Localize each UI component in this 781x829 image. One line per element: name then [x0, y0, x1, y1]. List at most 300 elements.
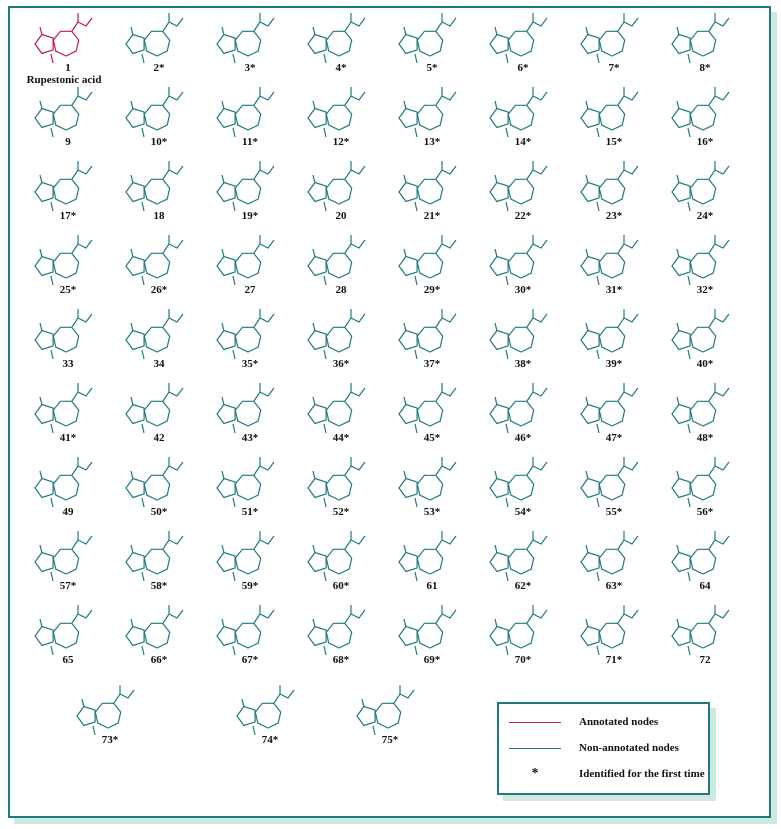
- side-chain-35: [254, 314, 274, 327]
- cycloheptane-ring-63: [599, 549, 624, 574]
- methyl-70: [506, 646, 508, 655]
- side-chain-39: [618, 314, 638, 327]
- cycloheptane-ring-57: [53, 549, 78, 574]
- legend-non-annotated-label: Non-annotated nodes: [579, 742, 679, 754]
- side-chain-59: [254, 536, 274, 549]
- methyl-65: [51, 646, 53, 655]
- methyl-top-6: [495, 27, 497, 35]
- cyclopentane-ring-61: [399, 553, 417, 572]
- side-chain-41: [72, 388, 92, 401]
- compound-17: [35, 161, 92, 222]
- cyclopentane-ring-2: [126, 35, 144, 54]
- cyclopentane-ring-13: [399, 109, 417, 128]
- methyl-17: [51, 202, 53, 211]
- legend-non-annotated: [509, 742, 679, 754]
- cyclopentane-ring-67: [217, 627, 235, 646]
- compound-38: [490, 309, 547, 370]
- methyl-45: [415, 424, 417, 433]
- cyclopentane-ring-9: [35, 109, 53, 128]
- compound-grid: [8, 6, 771, 818]
- compound-label-15: 15*: [605, 136, 623, 148]
- compound-label-1: 1: [65, 62, 71, 74]
- side-chain-12: [345, 92, 365, 105]
- compound-label-53: 53*: [423, 506, 441, 518]
- compound-48: [672, 383, 729, 444]
- compound-label-71: 71*: [605, 654, 623, 666]
- cycloheptane-ring-1: [53, 31, 78, 56]
- compound-52: [308, 457, 365, 518]
- cyclopentane-ring-60: [308, 553, 326, 572]
- methyl-top-34: [131, 323, 133, 331]
- methyl-40: [688, 350, 690, 359]
- side-chain-34: [163, 314, 183, 327]
- cycloheptane-ring-75: [375, 703, 400, 728]
- compound-label-68: 68*: [332, 654, 350, 666]
- cycloheptane-ring-16: [690, 105, 715, 130]
- methyl-32: [688, 276, 690, 285]
- cyclopentane-ring-31: [581, 257, 599, 276]
- compound-label-55: 55*: [605, 506, 623, 518]
- methyl-top-8: [677, 27, 679, 35]
- compound-7: [581, 13, 638, 74]
- side-chain-62: [527, 536, 547, 549]
- methyl-63: [597, 572, 599, 581]
- compound-9: [35, 87, 92, 148]
- methyl-top-69: [404, 619, 406, 627]
- methyl-top-2: [131, 27, 133, 35]
- methyl-top-48: [677, 397, 679, 405]
- cycloheptane-ring-30: [508, 253, 533, 278]
- compound-label-5: 5*: [426, 62, 438, 74]
- side-chain-48: [709, 388, 729, 401]
- side-chain-5: [436, 18, 456, 31]
- methyl-14: [506, 128, 508, 137]
- compound-label-59: 59*: [241, 580, 259, 592]
- methyl-top-28: [313, 249, 315, 257]
- methyl-top-7: [586, 27, 588, 35]
- cyclopentane-ring-56: [672, 479, 690, 498]
- side-chain-4: [345, 18, 365, 31]
- methyl-52: [324, 498, 326, 507]
- cyclopentane-ring-38: [490, 331, 508, 350]
- cycloheptane-ring-4: [326, 31, 351, 56]
- cycloheptane-ring-54: [508, 475, 533, 500]
- cyclopentane-ring-24: [672, 183, 690, 202]
- compound-37: [399, 309, 456, 370]
- methyl-top-57: [40, 545, 42, 553]
- cycloheptane-ring-68: [326, 623, 351, 648]
- cyclopentane-ring-63: [581, 553, 599, 572]
- side-chain-13: [436, 92, 456, 105]
- cyclopentane-ring-45: [399, 405, 417, 424]
- compound-label-4: 4*: [335, 62, 347, 74]
- methyl-top-9: [40, 101, 42, 109]
- cyclopentane-ring-53: [399, 479, 417, 498]
- compound-label-19: 19*: [241, 210, 259, 222]
- methyl-top-12: [313, 101, 315, 109]
- methyl-64: [688, 572, 690, 581]
- cyclopentane-ring-4: [308, 35, 326, 54]
- methyl-top-51: [222, 471, 224, 479]
- compound-21: [399, 161, 456, 222]
- side-chain-74: [274, 690, 294, 703]
- cycloheptane-ring-38: [508, 327, 533, 352]
- compound-label-69: 69*: [423, 654, 441, 666]
- cycloheptane-ring-35: [235, 327, 260, 352]
- compound-label-63: 63*: [605, 580, 623, 592]
- compound-label-42: 42: [153, 432, 165, 444]
- cyclopentane-ring-35: [217, 331, 235, 350]
- methyl-top-45: [404, 397, 406, 405]
- cycloheptane-ring-32: [690, 253, 715, 278]
- compound-25: [35, 235, 92, 296]
- side-chain-2: [163, 18, 183, 31]
- side-chain-49: [72, 462, 92, 475]
- side-chain-58: [163, 536, 183, 549]
- compound-label-27: 27: [244, 284, 256, 296]
- methyl-top-74: [242, 699, 244, 707]
- methyl-top-72: [677, 619, 679, 627]
- compound-label-14: 14*: [514, 136, 532, 148]
- methyl-top-73: [82, 699, 84, 707]
- compound-63: [581, 531, 638, 592]
- compound-15: [581, 87, 638, 148]
- cycloheptane-ring-12: [326, 105, 351, 130]
- methyl-4: [324, 54, 326, 63]
- compound-3: [217, 13, 274, 74]
- methyl-66: [142, 646, 144, 655]
- side-chain-46: [527, 388, 547, 401]
- cycloheptane-ring-19: [235, 179, 260, 204]
- methyl-49: [51, 498, 53, 507]
- cyclopentane-ring-16: [672, 109, 690, 128]
- methyl-top-18: [131, 175, 133, 183]
- cycloheptane-ring-17: [53, 179, 78, 204]
- methyl-69: [415, 646, 417, 655]
- compound-label-11: 11*: [242, 136, 258, 148]
- side-chain-36: [345, 314, 365, 327]
- cycloheptane-ring-62: [508, 549, 533, 574]
- side-chain-3: [254, 18, 274, 31]
- side-chain-25: [72, 240, 92, 253]
- compound-label-74: 74*: [261, 734, 279, 746]
- cycloheptane-ring-55: [599, 475, 624, 500]
- legend-star-symbol: *: [531, 766, 539, 781]
- cycloheptane-ring-21: [417, 179, 442, 204]
- cyclopentane-ring-49: [35, 479, 53, 498]
- compound-label-2: 2*: [153, 62, 165, 74]
- compound-label-16: 16*: [696, 136, 714, 148]
- cycloheptane-ring-43: [235, 401, 260, 426]
- methyl-11: [233, 128, 235, 137]
- side-chain-75: [394, 690, 414, 703]
- cyclopentane-ring-3: [217, 35, 235, 54]
- side-chain-47: [618, 388, 638, 401]
- legend-annotated: [509, 716, 658, 728]
- methyl-1: [51, 54, 53, 63]
- methyl-top-35: [222, 323, 224, 331]
- cyclopentane-ring-5: [399, 35, 417, 54]
- cycloheptane-ring-24: [690, 179, 715, 204]
- methyl-top-40: [677, 323, 679, 331]
- cycloheptane-ring-70: [508, 623, 533, 648]
- compound-73: [77, 685, 134, 746]
- cyclopentane-ring-12: [308, 109, 326, 128]
- side-chain-18: [163, 166, 183, 179]
- cyclopentane-ring-37: [399, 331, 417, 350]
- cyclopentane-ring-72: [672, 627, 690, 646]
- methyl-39: [597, 350, 599, 359]
- compound-label-26: 26*: [150, 284, 168, 296]
- compound-label-45: 45*: [423, 432, 441, 444]
- methyl-top-71: [586, 619, 588, 627]
- side-chain-31: [618, 240, 638, 253]
- side-chain-65: [72, 610, 92, 623]
- compound-47: [581, 383, 638, 444]
- compound-66: [126, 605, 183, 666]
- side-chain-55: [618, 462, 638, 475]
- side-chain-26: [163, 240, 183, 253]
- methyl-21: [415, 202, 417, 211]
- methyl-9: [51, 128, 53, 137]
- methyl-top-29: [404, 249, 406, 257]
- cycloheptane-ring-74: [255, 703, 280, 728]
- cycloheptane-ring-28: [326, 253, 351, 278]
- cyclopentane-ring-21: [399, 183, 417, 202]
- cycloheptane-ring-44: [326, 401, 351, 426]
- methyl-top-16: [677, 101, 679, 109]
- methyl-top-50: [131, 471, 133, 479]
- methyl-top-20: [313, 175, 315, 183]
- methyl-10: [142, 128, 144, 137]
- cycloheptane-ring-45: [417, 401, 442, 426]
- methyl-top-4: [313, 27, 315, 35]
- compound-72: [672, 605, 729, 666]
- methyl-42: [142, 424, 144, 433]
- compound-label-64: 64: [699, 580, 711, 592]
- compound-label-57: 57*: [59, 580, 77, 592]
- compound-67: [217, 605, 274, 666]
- compound-label-7: 7*: [608, 62, 620, 74]
- side-chain-28: [345, 240, 365, 253]
- methyl-2: [142, 54, 144, 63]
- cyclopentane-ring-70: [490, 627, 508, 646]
- cycloheptane-ring-2: [144, 31, 169, 56]
- compound-label-8: 8*: [699, 62, 711, 74]
- methyl-72: [688, 646, 690, 655]
- methyl-top-10: [131, 101, 133, 109]
- methyl-top-41: [40, 397, 42, 405]
- methyl-top-24: [677, 175, 679, 183]
- methyl-22: [506, 202, 508, 211]
- cycloheptane-ring-37: [417, 327, 442, 352]
- methyl-top-38: [495, 323, 497, 331]
- compound-12: [308, 87, 365, 148]
- compound-label-24: 24*: [696, 210, 714, 222]
- compound-label-43: 43*: [241, 432, 259, 444]
- side-chain-22: [527, 166, 547, 179]
- methyl-16: [688, 128, 690, 137]
- compound-51: [217, 457, 274, 518]
- side-chain-11: [254, 92, 274, 105]
- compound-label-36: 36*: [332, 358, 350, 370]
- compound-49: [35, 457, 92, 518]
- side-chain-71: [618, 610, 638, 623]
- compound-5: [399, 13, 456, 74]
- compound-label-34: 34: [153, 358, 165, 370]
- compound-label-13: 13*: [423, 136, 441, 148]
- compound-label-62: 62*: [514, 580, 532, 592]
- cyclopentane-ring-19: [217, 183, 235, 202]
- compound-label-21: 21*: [423, 210, 441, 222]
- side-chain-64: [709, 536, 729, 549]
- cyclopentane-ring-15: [581, 109, 599, 128]
- compound-31: [581, 235, 638, 296]
- compound-34: [126, 309, 183, 370]
- cycloheptane-ring-26: [144, 253, 169, 278]
- methyl-top-58: [131, 545, 133, 553]
- legend-annotated-label: Annotated nodes: [579, 716, 659, 728]
- methyl-top-49: [40, 471, 42, 479]
- cyclopentane-ring-62: [490, 553, 508, 572]
- legend-annotated-line: [509, 722, 561, 723]
- cycloheptane-ring-61: [417, 549, 442, 574]
- compound-56: [672, 457, 729, 518]
- cyclopentane-ring-26: [126, 257, 144, 276]
- cycloheptane-ring-59: [235, 549, 260, 574]
- cycloheptane-ring-29: [417, 253, 442, 278]
- methyl-37: [415, 350, 417, 359]
- cycloheptane-ring-58: [144, 549, 169, 574]
- compound-41: [35, 383, 92, 444]
- compound-label-66: 66*: [150, 654, 168, 666]
- compound-label-70: 70*: [514, 654, 532, 666]
- side-chain-50: [163, 462, 183, 475]
- cyclopentane-ring-43: [217, 405, 235, 424]
- methyl-18: [142, 202, 144, 211]
- cyclopentane-ring-23: [581, 183, 599, 202]
- cyclopentane-ring-46: [490, 405, 508, 424]
- side-chain-9: [72, 92, 92, 105]
- cyclopentane-ring-75: [357, 707, 375, 726]
- methyl-top-13: [404, 101, 406, 109]
- cyclopentane-ring-69: [399, 627, 417, 646]
- cyclopentane-ring-11: [217, 109, 235, 128]
- compound-60: [308, 531, 365, 592]
- compound-label-49: 49: [62, 506, 74, 518]
- methyl-top-68: [313, 619, 315, 627]
- compound-label-33: 33: [62, 358, 74, 370]
- cycloheptane-ring-69: [417, 623, 442, 648]
- cycloheptane-ring-15: [599, 105, 624, 130]
- compound-label-20: 20: [335, 210, 347, 222]
- cycloheptane-ring-9: [53, 105, 78, 130]
- compound-label-61: 61: [426, 580, 438, 592]
- methyl-top-44: [313, 397, 315, 405]
- methyl-top-36: [313, 323, 315, 331]
- side-chain-8: [709, 18, 729, 31]
- cycloheptane-ring-36: [326, 327, 351, 352]
- compound-label-54: 54*: [514, 506, 532, 518]
- side-chain-6: [527, 18, 547, 31]
- cyclopentane-ring-54: [490, 479, 508, 498]
- methyl-25: [51, 276, 53, 285]
- methyl-top-55: [586, 471, 588, 479]
- compound-label-58: 58*: [150, 580, 168, 592]
- cyclopentane-ring-33: [35, 331, 53, 350]
- cycloheptane-ring-46: [508, 401, 533, 426]
- compound-45: [399, 383, 456, 444]
- methyl-13: [415, 128, 417, 137]
- cyclopentane-ring-20: [308, 183, 326, 202]
- methyl-57: [51, 572, 53, 581]
- compound-label-37: 37*: [423, 358, 441, 370]
- side-chain-60: [345, 536, 365, 549]
- cyclopentane-ring-29: [399, 257, 417, 276]
- methyl-top-25: [40, 249, 42, 257]
- cycloheptane-ring-6: [508, 31, 533, 56]
- compound-label-23: 23*: [605, 210, 623, 222]
- cycloheptane-ring-40: [690, 327, 715, 352]
- methyl-top-19: [222, 175, 224, 183]
- side-chain-45: [436, 388, 456, 401]
- compound-36: [308, 309, 365, 370]
- methyl-top-22: [495, 175, 497, 183]
- side-chain-66: [163, 610, 183, 623]
- compound-label-39: 39*: [605, 358, 623, 370]
- cycloheptane-ring-72: [690, 623, 715, 648]
- methyl-top-70: [495, 619, 497, 627]
- side-chain-68: [345, 610, 365, 623]
- methyl-62: [506, 572, 508, 581]
- cycloheptane-ring-71: [599, 623, 624, 648]
- compound-label-73: 73*: [101, 734, 119, 746]
- compound-16: [672, 87, 729, 148]
- compound-label-47: 47*: [605, 432, 623, 444]
- cycloheptane-ring-52: [326, 475, 351, 500]
- methyl-56: [688, 498, 690, 507]
- compound-label-48: 48*: [696, 432, 714, 444]
- compound-label-75: 75*: [381, 734, 399, 746]
- compound-label-3: 3*: [244, 62, 256, 74]
- cycloheptane-ring-42: [144, 401, 169, 426]
- cyclopentane-ring-17: [35, 183, 53, 202]
- compound-label-35: 35*: [241, 358, 259, 370]
- compound-label-65: 65: [62, 654, 74, 666]
- methyl-67: [233, 646, 235, 655]
- cyclopentane-ring-74: [237, 707, 255, 726]
- compound-22: [490, 161, 547, 222]
- methyl-35: [233, 350, 235, 359]
- legend-non-annotated-line: [509, 748, 561, 749]
- methyl-44: [324, 424, 326, 433]
- cyclopentane-ring-73: [77, 707, 95, 726]
- compound-29: [399, 235, 456, 296]
- methyl-top-37: [404, 323, 406, 331]
- methyl-top-23: [586, 175, 588, 183]
- compound-58: [126, 531, 183, 592]
- compound-65: [35, 605, 92, 666]
- cycloheptane-ring-11: [235, 105, 260, 130]
- methyl-top-61: [404, 545, 406, 553]
- compound-label-25: 25*: [59, 284, 77, 296]
- compound-46: [490, 383, 547, 444]
- cyclopentane-ring-50: [126, 479, 144, 498]
- side-chain-17: [72, 166, 92, 179]
- compound-68: [308, 605, 365, 666]
- cyclopentane-ring-1: [35, 35, 53, 54]
- methyl-top-54: [495, 471, 497, 479]
